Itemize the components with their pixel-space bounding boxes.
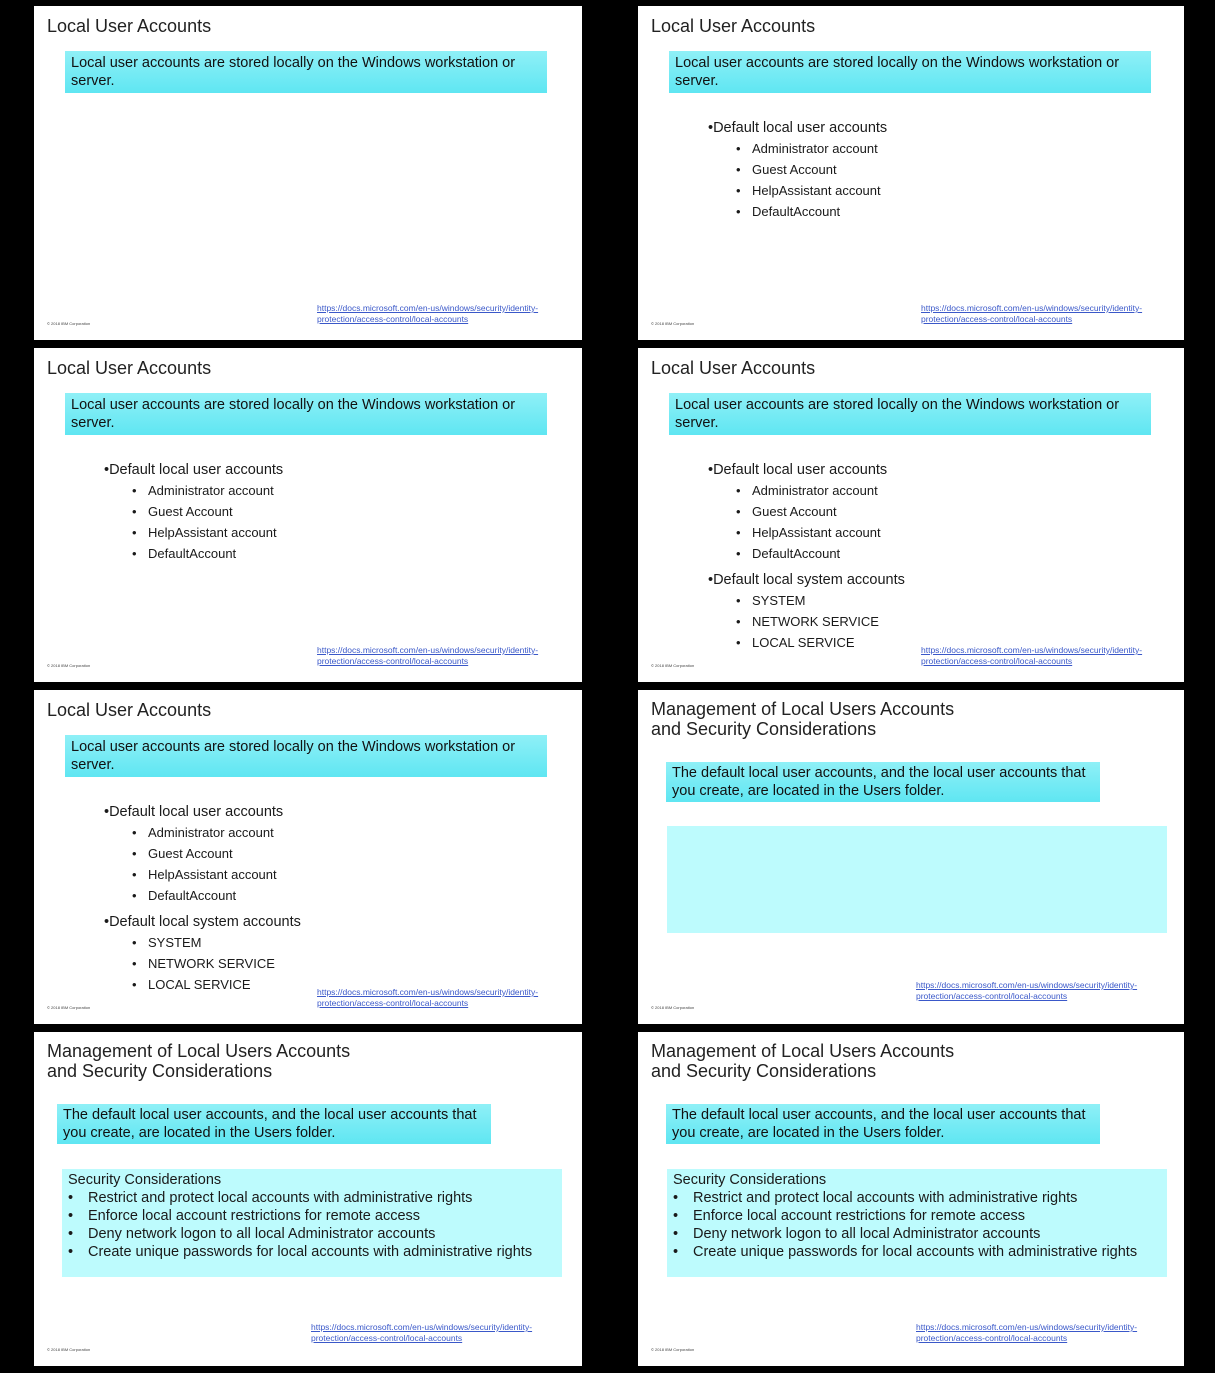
list-item: • NETWORK SERVICE — [736, 611, 905, 632]
system-accounts-heading: •Default local system accounts — [708, 572, 905, 588]
slide-thumbnail-1[interactable] — [6, 6, 602, 340]
title-line-2: and Security Considerations — [47, 1060, 273, 1081]
list-item: • Create unique passwords for local accounts with administrative rights — [68, 1243, 556, 1261]
title-line-2: and Security Considerations — [651, 718, 877, 739]
copyright: © 2018 IBM Corporation — [47, 1347, 91, 1352]
list-item: • Guest Account — [132, 843, 301, 864]
list-item: • DefaultAccount — [132, 885, 301, 906]
list-item: • DefaultAccount — [736, 543, 905, 564]
list-item: • HelpAssistant account — [132, 864, 301, 885]
slide-canvas — [638, 6, 1184, 340]
slide-title: Local User Accounts — [651, 358, 816, 378]
slide-canvas — [34, 1032, 582, 1366]
reference-link[interactable]: https://docs.microsoft.com/en-us/windows/security/identity-protection/access-control/local-accounts — [921, 303, 1143, 324]
copyright: © 2018 IBM Corporation — [47, 321, 91, 326]
slide-title: Local User Accounts — [47, 16, 212, 36]
copyright: © 2018 IBM Corporation — [47, 663, 91, 668]
reference-link[interactable]: https://docs.microsoft.com/en-us/windows/security/identity-protection/access-control/local-accounts — [311, 1322, 533, 1343]
list-item: • HelpAssistant account — [736, 180, 887, 201]
reference-link[interactable]: https://docs.microsoft.com/en-us/windows/security/identity-protection/access-control/local-accounts — [916, 980, 1138, 1001]
intro-callout: Local user accounts are stored locally on the Windows workstation or server. — [669, 51, 1151, 93]
list-item: • Administrator account — [736, 480, 905, 501]
slide-title: Local User Accounts — [47, 700, 212, 720]
slide-title: Local User Accounts — [47, 358, 212, 378]
list-item: • Guest Account — [132, 501, 283, 522]
title-line-1: Management of Local Users Accounts — [651, 1041, 955, 1061]
slide-title: Local User Accounts — [651, 16, 816, 36]
slide-canvas — [638, 1032, 1184, 1366]
security-considerations-box — [667, 1169, 1167, 1277]
list-item: • Deny network logon to all local Administrator accounts — [673, 1225, 1161, 1243]
security-heading: Security Considerations — [68, 1172, 222, 1188]
slide-canvas — [34, 690, 582, 1024]
title-line-1: Management of Local Users Accounts — [651, 699, 955, 719]
list-item: • LOCAL SERVICE — [132, 974, 301, 995]
list-item: • Restrict and protect local accounts with administrative rights — [68, 1189, 556, 1207]
reference-link[interactable]: https://docs.microsoft.com/en-us/windows/security/identity-protection/access-control/local-accounts — [317, 303, 539, 324]
slide-canvas — [638, 348, 1184, 682]
accounts-list — [104, 802, 301, 995]
users-folder-callout: The default local user accounts, and the local user accounts that you create, are located in the Users folder. — [666, 1104, 1100, 1144]
slide-thumbnail-5[interactable] — [6, 690, 602, 1024]
list-item: • LOCAL SERVICE — [736, 632, 905, 653]
slide-thumbnail-4[interactable] — [611, 348, 1207, 682]
list-item: • Deny network logon to all local Administrator accounts — [68, 1225, 556, 1243]
copyright: © 2018 IBM Corporation — [651, 321, 695, 326]
list-item: • Enforce local account restrictions for remote access — [68, 1207, 556, 1225]
slide-canvas — [34, 6, 582, 340]
slide-title — [47, 1042, 350, 1081]
slide-thumbnail-2[interactable] — [611, 6, 1207, 340]
reference-link[interactable]: https://docs.microsoft.com/en-us/windows/security/identity-protection/access-control/local-accounts — [921, 645, 1143, 666]
slide-canvas — [638, 690, 1184, 1024]
list-item: • SYSTEM — [132, 932, 301, 953]
list-item: • DefaultAccount — [736, 201, 887, 222]
users-folder-callout: The default local user accounts, and the local user accounts that you create, are located in the Users folder. — [57, 1104, 491, 1144]
list-item: • Guest Account — [736, 501, 905, 522]
list-item: • Guest Account — [736, 159, 887, 180]
users-folder-callout: The default local user accounts, and the local user accounts that you create, are located in the Users folder. — [666, 762, 1100, 802]
intro-callout: Local user accounts are stored locally on the Windows workstation or server. — [65, 393, 547, 435]
slide-thumbnail-3[interactable] — [6, 348, 602, 682]
list-item: • Enforce local account restrictions for remote access — [673, 1207, 1161, 1225]
copyright: © 2018 IBM Corporation — [651, 1005, 695, 1010]
copyright: © 2018 IBM Corporation — [651, 663, 695, 668]
slide-canvas — [34, 348, 582, 682]
accounts-list — [708, 460, 905, 653]
list-item: • Restrict and protect local accounts with administrative rights — [673, 1189, 1161, 1207]
user-accounts-heading: •Default local user accounts — [104, 462, 284, 478]
reference-link[interactable]: https://docs.microsoft.com/en-us/windows/security/identity-protection/access-control/local-accounts — [317, 645, 539, 666]
system-accounts-heading: •Default local system accounts — [104, 914, 301, 930]
list-item: • Administrator account — [736, 138, 887, 159]
intro-callout: Local user accounts are stored locally on the Windows workstation or server. — [669, 393, 1151, 435]
copyright: © 2018 IBM Corporation — [47, 1005, 91, 1010]
list-item: • Administrator account — [132, 822, 301, 843]
title-line-2: and Security Considerations — [651, 1060, 877, 1081]
title-line-1: Management of Local Users Accounts — [47, 1041, 351, 1061]
slide-thumbnail-6[interactable] — [611, 690, 1207, 1024]
security-heading: Security Considerations — [673, 1172, 827, 1188]
slide-title — [651, 700, 954, 739]
user-accounts-heading: •Default local user accounts — [708, 120, 888, 136]
list-item: • HelpAssistant account — [132, 522, 283, 543]
intro-callout: Local user accounts are stored locally on the Windows workstation or server. — [65, 735, 547, 777]
list-item: • Create unique passwords for local accounts with administrative rights — [673, 1243, 1161, 1261]
list-item: • SYSTEM — [736, 590, 905, 611]
accounts-list — [104, 460, 283, 564]
accounts-list — [708, 118, 887, 222]
list-item: • Administrator account — [132, 480, 283, 501]
list-item: • HelpAssistant account — [736, 522, 905, 543]
slide-title — [651, 1042, 954, 1081]
reference-link[interactable]: https://docs.microsoft.com/en-us/windows/security/identity-protection/access-control/local-accounts — [317, 987, 539, 1008]
user-accounts-heading: •Default local user accounts — [708, 462, 888, 478]
list-item: • DefaultAccount — [132, 543, 283, 564]
user-accounts-heading: •Default local user accounts — [104, 804, 284, 820]
slide-thumbnail-8[interactable] — [611, 1032, 1207, 1366]
security-considerations-box — [62, 1169, 562, 1277]
list-item: • NETWORK SERVICE — [132, 953, 301, 974]
slide-thumbnail-7[interactable] — [6, 1032, 602, 1366]
intro-callout: Local user accounts are stored locally on the Windows workstation or server. — [65, 51, 547, 93]
security-box-empty — [667, 826, 1167, 933]
reference-link[interactable]: https://docs.microsoft.com/en-us/windows/security/identity-protection/access-control/local-accounts — [916, 1322, 1138, 1343]
copyright: © 2018 IBM Corporation — [651, 1347, 695, 1352]
